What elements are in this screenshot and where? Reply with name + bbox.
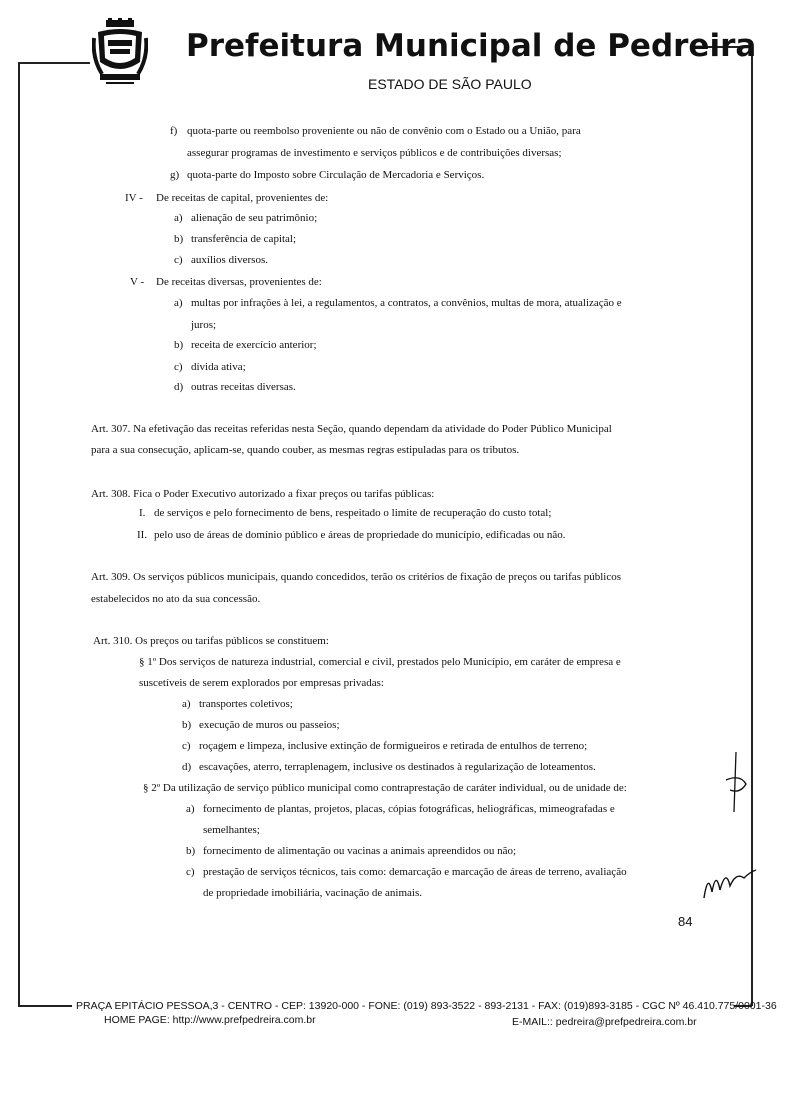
state-subtitle: ESTADO DE SÃO PAULO (368, 76, 532, 92)
margin-initial-icon (722, 750, 752, 820)
item-marker: a) (174, 297, 183, 309)
text-line: transportes coletivos; (199, 698, 293, 710)
item-marker: b) (186, 845, 196, 857)
text-line: fornecimento de plantas, projetos, placas, cópias fotográficas, heliográficas, mimeografadas e (203, 803, 615, 815)
text-line: quota-parte do Imposto sobre Circulação de Mercadoria e Serviços. (187, 169, 485, 181)
item-marker: c) (174, 361, 183, 373)
text-line: de serviços e pelo fornecimento de bens, respeitado o limite de recuperação do custo total; (154, 507, 552, 519)
item-marker: d) (174, 381, 184, 393)
text-line: alienação de seu patrimônio; (191, 212, 318, 224)
text-line: fornecimento de alimentação ou vacinas a animais apreendidos ou não; (203, 845, 517, 857)
frame-bottom-left (18, 1005, 72, 1007)
text-line: execução de muros ou passeios; (199, 719, 340, 731)
text-line: outras receitas diversas. (191, 381, 296, 393)
text-line: De receitas diversas, provenientes de: (156, 276, 322, 288)
item-marker: c) (182, 740, 191, 752)
item-marker: d) (182, 761, 192, 773)
footer-email: E-MAIL:: pedreira@prefpedreira.com.br (512, 1016, 697, 1028)
frame-top-left (18, 62, 90, 64)
frame-left (18, 62, 20, 1006)
text-line: assegurar programas de investimento e serviços públicos e de contribuições diversas; (187, 147, 562, 159)
paragraph-2: § 2º Da utilização de serviço público municipal como contraprestação de caráter individual, ou de unidade de: (143, 782, 627, 794)
page-title: Prefeitura Municipal de Pedreira (186, 28, 757, 64)
item-marker: c) (174, 254, 183, 266)
footer-home-page: HOME PAGE: http://www.prefpedreira.com.br (104, 1014, 316, 1026)
text-line: de propriedade imobiliária, vacinação de animais. (203, 887, 422, 899)
article-310: Art. 310. Os preços ou tarifas públicos se constituem: (93, 635, 329, 647)
text-line: pelo uso de áreas de domínio público e áreas de propriedade do município, edificadas ou não. (154, 529, 566, 541)
text-line: multas por infrações à lei, a regulamentos, a contratos, a convênios, multas de mora, atualização e (191, 297, 622, 309)
item-marker: g) (170, 169, 180, 181)
text-line: para a sua consecução, aplicam-se, quando couber, as mesmas regras estipuladas para os tributos. (91, 444, 520, 456)
text-line: semelhantes; (203, 824, 260, 836)
section-marker: V - (130, 276, 145, 288)
municipal-crest-icon (92, 18, 148, 90)
article-309: Art. 309. Os serviços públicos municipais, quando concedidos, terão os critérios de fixação de preços ou tarifas públicos (91, 571, 621, 583)
item-marker: a) (182, 698, 191, 710)
text-line: suscetíveis de serem explorados por empresas privadas: (139, 677, 384, 689)
section-marker: IV - (125, 192, 143, 204)
text-line: auxílios diversos. (191, 254, 268, 266)
text-line: De receitas de capital, provenientes de: (156, 192, 329, 204)
item-marker: b) (174, 233, 184, 245)
item-marker: b) (174, 339, 184, 351)
text-line: estabelecidos no ato da sua concessão. (91, 593, 261, 605)
page-number: 84 (678, 914, 693, 929)
item-marker: b) (182, 719, 192, 731)
text-line: roçagem e limpeza, inclusive extinção de formigueiros e retirada de entulhos de terreno; (199, 740, 588, 752)
item-marker: I. (139, 507, 146, 519)
item-marker: II. (137, 529, 148, 541)
text-line: transferência de capital; (191, 233, 297, 245)
signature-icon (700, 862, 758, 904)
text-line: escavações, aterro, terraplenagem, inclusive os destinados à regularização de loteamentos. (199, 761, 596, 773)
item-marker: f) (170, 125, 178, 137)
text-line: prestação de serviços técnicos, tais como: demarcação e marcação de áreas de terreno, avaliação (203, 866, 627, 878)
item-marker: a) (174, 212, 183, 224)
text-line: dívida ativa; (191, 361, 246, 373)
item-marker: a) (186, 803, 195, 815)
text-line: receita de exercício anterior; (191, 339, 317, 351)
article-308: Art. 308. Fica o Poder Executivo autorizado a fixar preços ou tarifas públicas: (91, 488, 435, 500)
text-line: quota-parte ou reembolso proveniente ou não de convênio com o Estado ou a União, para (187, 125, 581, 137)
text-line: juros; (191, 319, 217, 331)
paragraph-1: § 1º Dos serviços de natureza industrial, comercial e civil, prestados pelo Município, em caráter de empresa e (139, 656, 621, 668)
item-marker: c) (186, 866, 195, 878)
article-307: Art. 307. Na efetivação das receitas referidas nesta Seção, quando dependam da atividade do Poder Público Municipal (91, 423, 612, 435)
footer-address: PRAÇA EPITÁCIO PESSOA,3 - CENTRO - CEP: 13920-000 - FONE: (019) 893-3522 - 893-2131 - FAX: (019)893-3185 - CGC Nº 46.410.775/0001-36 (76, 1000, 777, 1012)
